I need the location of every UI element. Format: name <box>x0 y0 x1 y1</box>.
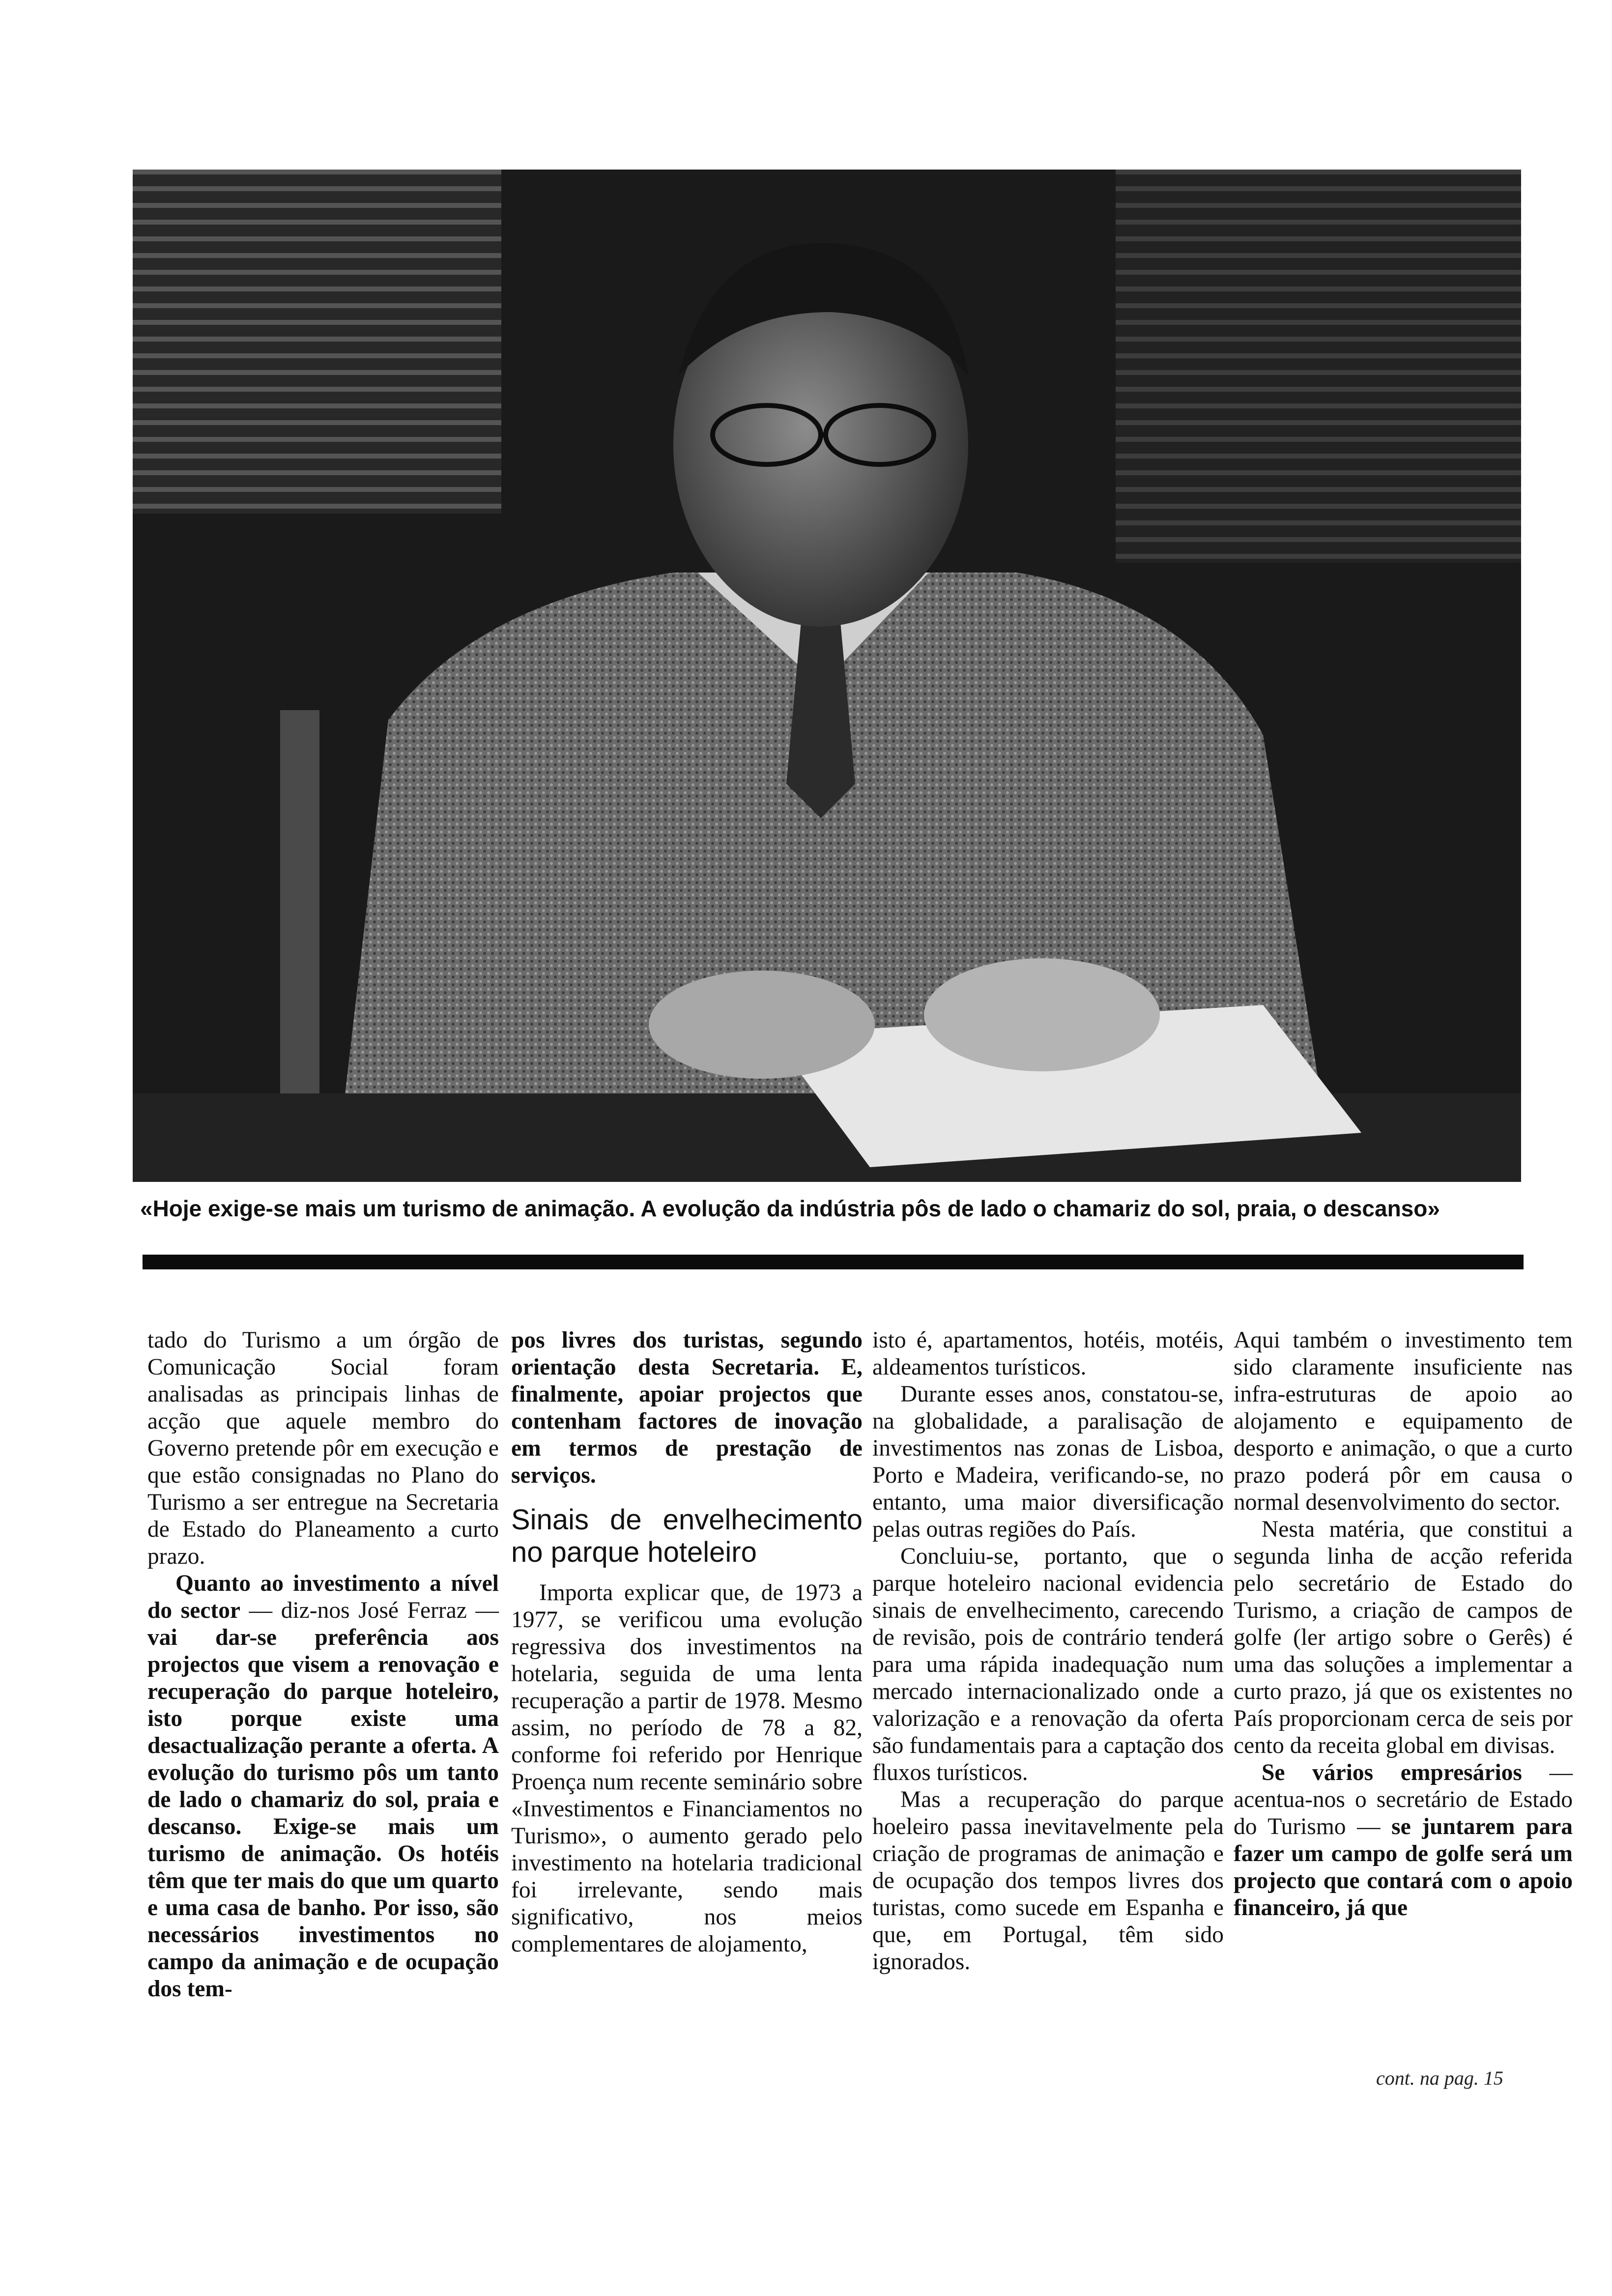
paragraph: tado do Turismo a um órgão de Comunicação Social foram analisadas as principais linhas de acção que aquele membro do Governo pretende pôr em execução e que estão consignadas no Plano do Turismo a ser entregue na Secretaria de Estado do Planeamento a curto prazo. <box>147 1327 499 1569</box>
paragraph: Durante esses anos, constatou-se, na globalidade, a paralisação de investimentos nas zonas de Lisboa, Porto e Madeira, verificando-se, no entanto, uma maior diversificação pelas outras regiões do País. <box>872 1381 1224 1542</box>
attribution: — diz-nos José Ferraz — <box>240 1598 499 1623</box>
paragraph: Nesta matéria, que constitui a segunda linha de acção referida pelo secretário de Estado do Turismo, a criação de campos de golfe (ler artigo sobre o Gerês) é uma das soluções a implementar a curto prazo, já que os existentes no País proporcionam cerca de seis por cento da receita global em divisas. <box>1234 1517 1573 1758</box>
article-column-1 <box>147 1327 499 2003</box>
continuation-note: cont. na pag. 15 <box>1376 2067 1503 2089</box>
paragraph: isto é, apartamentos, hotéis, motéis, aldeamentos turísticos. <box>872 1327 1224 1380</box>
paragraph: Aqui também o investimento tem sido claramente insuficiente nas infra-estruturas de apoio ao alojamento e equipamento de desporto e animação, o que a curto prazo poderá pôr em causa o normal desenvolvimento do sector. <box>1234 1327 1573 1515</box>
bold-lead: Se vários empresários <box>1262 1760 1522 1785</box>
paragraph: Importa explicar que, de 1973 a 1977, se verificou uma evolução regressiva dos investimentos na hotelaria, seguida de uma lenta recuperação a partir de 1978. Mesmo assim, no período de 78 a 82, conforme foi referido por Henrique Proença num recente seminário sobre «Investimentos e Financiamentos no Turismo», o aumento gerado pelo investimento na hotelaria tradicional foi irrelevante, sendo mais significativo, nos meios complementares de alojamento, <box>511 1580 863 1957</box>
paragraph: Mas a recuperação do parque hoeleiro passa inevitavelmente pela criação de programas de animação e de ocupação dos tempos livres dos turistas, como sucede em Espanha e que, em Portugal, têm sido ignorados. <box>872 1787 1224 1975</box>
article-column-2 <box>511 1327 863 1958</box>
photo-caption: «Hoje exige-se mais um turismo de animação. A evolução da indústria pôs de lado o chamariz do sol, praia, o descanso» <box>140 1196 1440 1221</box>
man-at-desk-illustration <box>133 170 1521 1182</box>
paragraph <box>511 1327 863 1489</box>
paragraph <box>1234 1759 1573 1922</box>
attribution: — acentua-nos o secretário de Estado do Turismo — <box>1234 1760 1573 1839</box>
article-photo <box>133 170 1521 1182</box>
article-column-4 <box>1234 1327 1573 1922</box>
bold-quote: vai dar-se preferência aos projectos que visem a renovação e recuperação do parque hoteleiro, isto porque existe uma desactualização perante a oferta. A evolução do turismo pôs um tanto de lado o chamariz do sol, praia e descanso. Exige-se mais um turismo de animação. Os hotéis têm que ter mais do que um quarto e uma casa de banho. Por isso, são necessários investimentos no campo da animação e de ocupação dos tem- <box>147 1625 499 2002</box>
bold-quote: se juntarem para fazer um campo de golfe será um projecto que contará com o apoio financeiro, já que <box>1234 1814 1573 1921</box>
paragraph: Concluiu-se, portanto, que o parque hoteleiro nacional evidencia sinais de envelhecimento, carecendo de revisão, pois de contrário tenderá para uma rápida inadequação num mercado internacionalizado onde a valorização e a renovação da oferta são fundamentais para a captação dos fluxos turísticos. <box>872 1544 1224 1785</box>
section-subheading: Sinais de envelhecimento no parque hoteleiro <box>511 1504 863 1568</box>
paragraph <box>147 1570 499 2003</box>
bold-quote: pos livres dos turistas, segundo orientação desta Secretaria. E, finalmente, apoiar projectos que contenham factores de inovação em termos de prestação de serviços. <box>511 1327 863 1488</box>
article-column-3 <box>872 1327 1224 1976</box>
bold-lead: Quanto ao investimento a nível do sector <box>147 1571 499 1623</box>
section-divider <box>143 1255 1524 1269</box>
